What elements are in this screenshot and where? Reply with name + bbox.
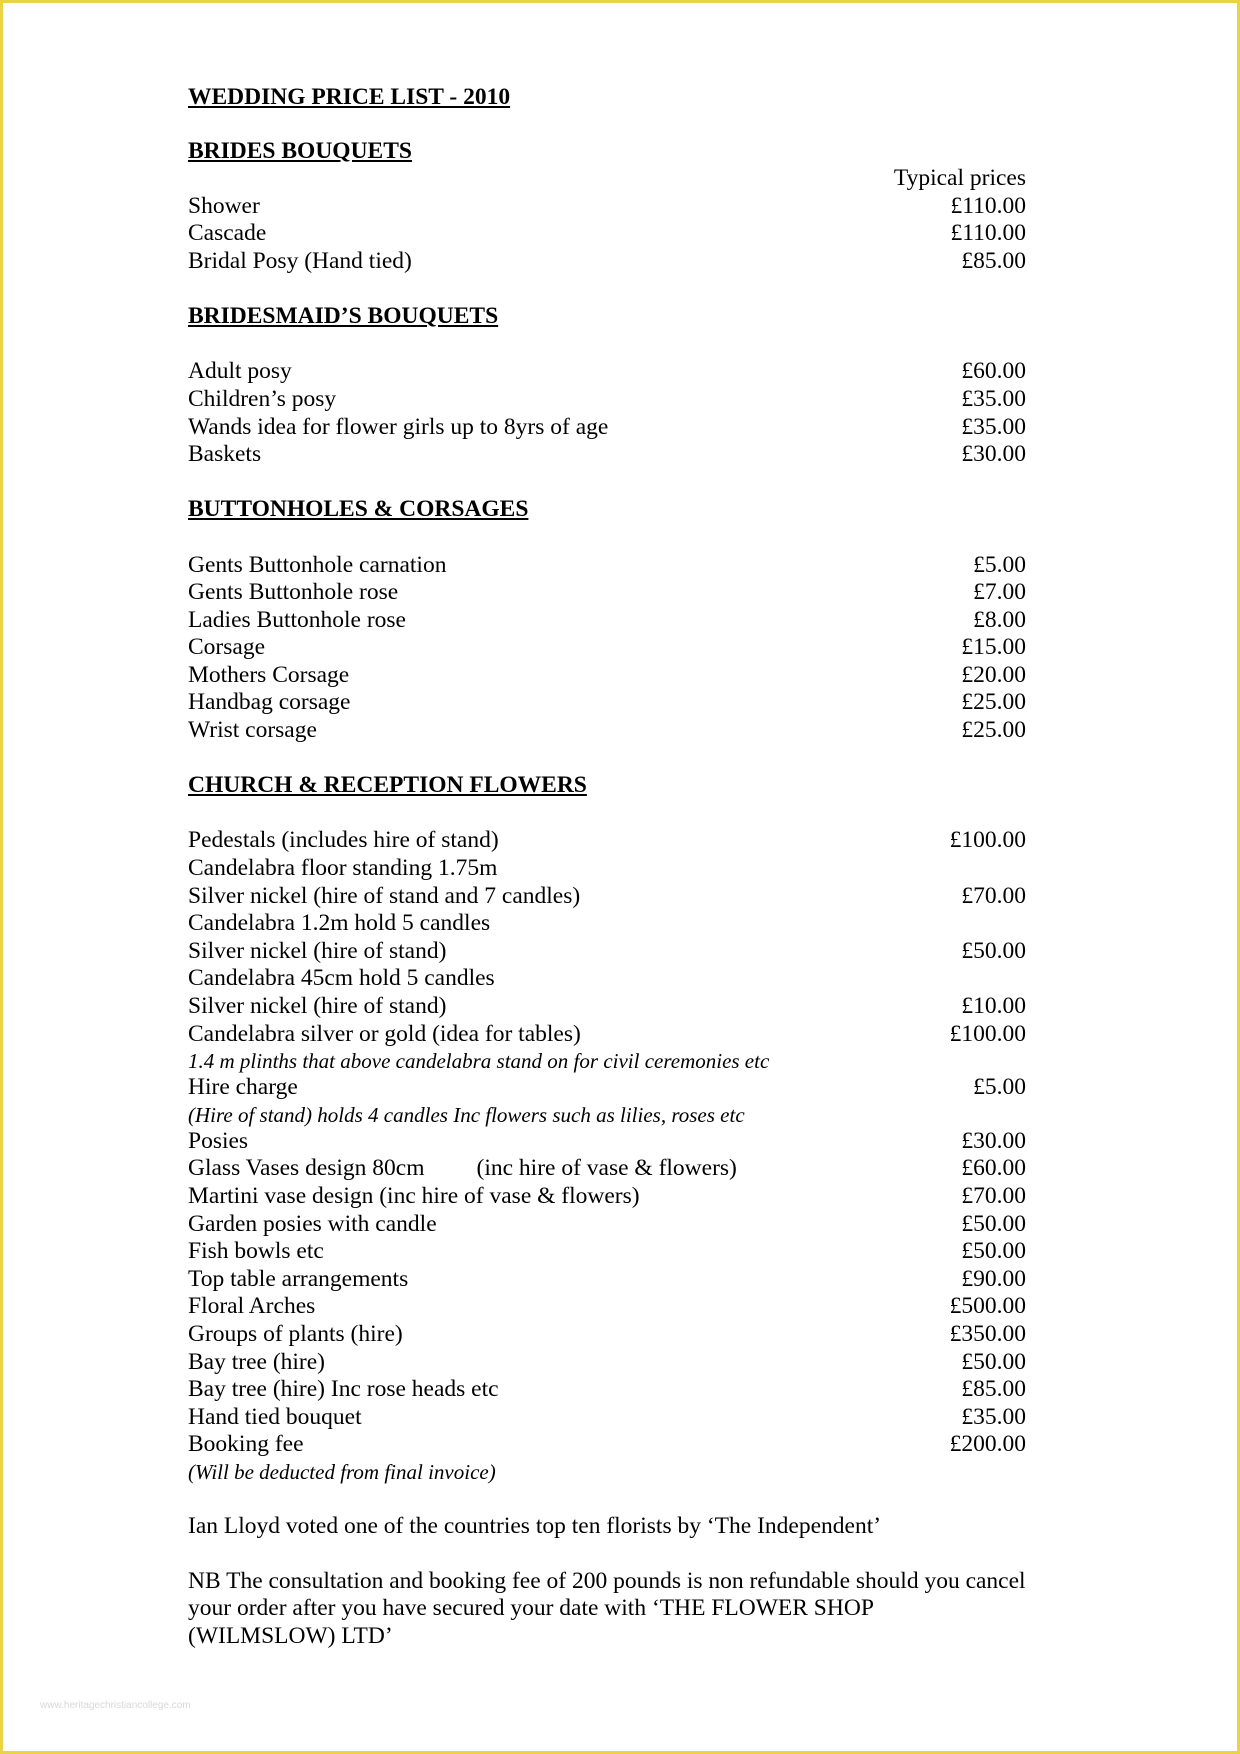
item-name-text: Bay tree (hire) [188,1348,326,1375]
price-row [188,855,1026,883]
item-name-text: Silver nickel (hire of stand) [188,993,447,1019]
price-row [188,938,1026,966]
item-price: £70.00 [961,882,1026,909]
award-text: Ian Lloyd voted one of the countries top ten florists by ‘The Independent’ [188,1512,882,1539]
item-price: £10.00 [961,993,1026,1019]
item-name-text: Gents Buttonhole rose [188,579,399,606]
item-name [188,193,260,221]
section-heading-brides: BRIDES BOUQUETS [188,137,412,164]
item-name [188,248,412,276]
item-price: £100.00 [949,827,1026,854]
section-heading-buttonholes: BUTTONHOLES & CORSAGES [188,496,529,523]
price-row [188,220,1026,248]
price-row [188,993,1026,1021]
price-row [188,552,1026,580]
item-name-text: Gents Buttonhole carnation [188,551,447,578]
price-row [188,1349,1026,1377]
item-name-text: Floral Arches [188,1293,316,1320]
item-price: £60.00 [961,358,1026,385]
item-name-text: Wands idea for flower girls up to 8yrs of age [188,413,609,440]
item-price: £5.00 [973,551,1026,578]
item-price: £50.00 [961,1238,1026,1265]
item-name-text: Groups of plants (hire) [188,1320,403,1347]
price-row [188,1074,1026,1102]
item-name-text: Candelabra 1.2m hold 5 candles [188,910,491,937]
item-name [188,220,266,248]
item-name [188,358,292,386]
item-name [188,1293,315,1321]
item-price: £350.00 [949,1320,1026,1347]
price-row [188,1155,1026,1183]
price-row [188,1293,1026,1321]
item-price: £60.00 [961,1155,1026,1182]
item-name [188,386,336,414]
item-name [188,938,446,966]
item-name [188,662,349,690]
item-name [188,1128,248,1156]
item-name-text: Candelabra silver or gold (idea for tables) [188,1020,581,1047]
item-name-detail: (inc hire of vase & flowers) [476,1155,737,1182]
section-heading-bridesmaids: BRIDESMAID’S BOUQUETS [188,303,499,330]
price-row [188,689,1026,717]
price-row [188,910,1026,938]
item-name-text: Wrist corsage [188,717,317,744]
item-name-text: Bay tree (hire) Inc rose heads etc [188,1376,499,1403]
price-row [188,1404,1026,1432]
price-row [188,717,1026,745]
item-name-text: Garden posies with candle [188,1210,437,1237]
item-name [188,414,608,442]
item-price: £30.00 [961,1127,1026,1154]
item-name [188,607,406,635]
item-name [188,855,497,883]
item-name-text: Hire charge [188,1074,298,1101]
item-name [188,689,350,717]
item-name [188,1021,581,1049]
item-price: £35.00 [961,385,1026,412]
price-row [188,883,1026,911]
price-row [188,193,1026,221]
item-name [188,579,398,607]
item-name-text: Corsage [188,634,266,661]
item-name-text: Shower [188,192,260,219]
price-row [188,1376,1026,1404]
item-name-text: Silver nickel (hire of stand and 7 candles) [188,882,581,909]
item-price: £50.00 [961,1348,1026,1375]
item-price: £50.00 [961,937,1026,964]
item-name [188,1376,499,1404]
item-price: £30.00 [961,441,1026,468]
item-name-text: Silver nickel (hire of stand) [188,937,447,964]
item-name-text: Candelabra floor standing 1.75m [188,855,498,882]
bridesmaids-list [188,358,1026,468]
item-note: 1.4 m plinths that above candelabra stand on for civil ceremonies etc [188,1049,770,1074]
watermark: www.heritagechristiancollege.com [40,1700,191,1711]
item-price: £8.00 [973,606,1026,633]
price-row [188,386,1026,414]
item-name [188,1349,325,1377]
price-row [188,827,1026,855]
item-name [188,993,446,1021]
price-row [188,1021,1026,1049]
item-price: £25.00 [961,689,1026,716]
price-row [188,634,1026,662]
item-name [188,552,446,580]
price-row [188,248,1026,276]
item-name-text: Glass Vases design 80cm [188,1155,425,1182]
item-name-text: Posies [188,1127,249,1154]
price-row [188,358,1026,386]
item-name [188,883,580,911]
item-name-text: Booking fee [188,1431,304,1458]
brides-list [188,193,1026,276]
item-name [188,1238,324,1266]
price-row [188,1183,1026,1211]
item-name [188,441,261,469]
nb-text: NB The consultation and booking fee of 200 pounds is non refundable should you cancel your order after you have secured your date with ‘THE FLOWER SHOP (WILMSLOW) LTD’ [188,1567,1026,1649]
item-name-text: Hand tied bouquet [188,1403,362,1430]
item-price: £15.00 [961,634,1026,661]
price-row [188,579,1026,607]
price-row [188,441,1026,469]
price-row [188,1266,1026,1294]
item-name [188,1074,298,1102]
item-name-text: Bridal Posy (Hand tied) [188,247,412,274]
item-price: £85.00 [961,247,1026,274]
item-name [188,634,265,662]
item-price: £20.00 [961,661,1026,688]
section-heading-church: CHURCH & RECEPTION FLOWERS [188,772,587,799]
item-name-text: Mothers Corsage [188,661,350,688]
item-name-text: Martini vase design (inc hire of vase & flowers) [188,1182,640,1209]
item-price: £70.00 [961,1182,1026,1209]
item-name [188,827,499,855]
buttonholes-list [188,552,1026,745]
item-name-text: Cascade [188,220,267,247]
item-price: £35.00 [961,1403,1026,1430]
item-name-text: Handbag corsage [188,689,351,716]
item-name-text: Pedestals (includes hire of stand) [188,827,499,854]
item-name-text: Ladies Buttonhole rose [188,606,406,633]
item-note: (Hire of stand) holds 4 candles Inc flowers such as lilies, roses etc [188,1102,745,1127]
item-name-text: Fish bowls etc [188,1238,324,1265]
item-price: £200.00 [949,1431,1026,1458]
item-price: £110.00 [950,192,1026,219]
item-name [188,1155,737,1183]
item-price: £100.00 [949,1020,1026,1047]
item-price: £50.00 [961,1210,1026,1237]
item-price: £35.00 [961,413,1026,440]
document-title: WEDDING PRICE LIST - 2010 [188,84,511,110]
price-row [188,1238,1026,1266]
price-row [188,607,1026,635]
item-name [188,910,490,938]
price-row [188,1431,1026,1459]
price-row [188,965,1026,993]
typical-prices-label: Typical prices [893,165,1026,192]
item-price: £25.00 [961,717,1026,744]
item-name-text: Candelabra 45cm hold 5 candles [188,965,495,992]
item-name [188,717,317,745]
item-name-text: Adult posy [188,358,292,385]
item-price: £85.00 [961,1376,1026,1403]
item-price: £110.00 [950,220,1026,247]
item-note: (Will be deducted from final invoice) [188,1459,496,1484]
item-name [188,1266,408,1294]
item-name-text: Baskets [188,441,262,468]
price-row [188,1211,1026,1239]
item-price: £7.00 [973,579,1026,606]
item-price: £90.00 [961,1265,1026,1292]
item-name [188,1183,640,1211]
price-list-document [188,84,1026,1650]
item-name-text: Top table arrangements [188,1265,409,1292]
price-row [188,1128,1026,1156]
item-name [188,1211,437,1239]
church-list [188,827,1026,1484]
item-price: £500.00 [949,1293,1026,1320]
item-price: £5.00 [973,1074,1026,1101]
item-name [188,1404,362,1432]
item-name [188,1321,403,1349]
price-row [188,1321,1026,1349]
price-row [188,662,1026,690]
price-row [188,414,1026,442]
item-name-text: Children’s posy [188,385,337,412]
item-name [188,1431,304,1459]
item-name [188,965,495,993]
